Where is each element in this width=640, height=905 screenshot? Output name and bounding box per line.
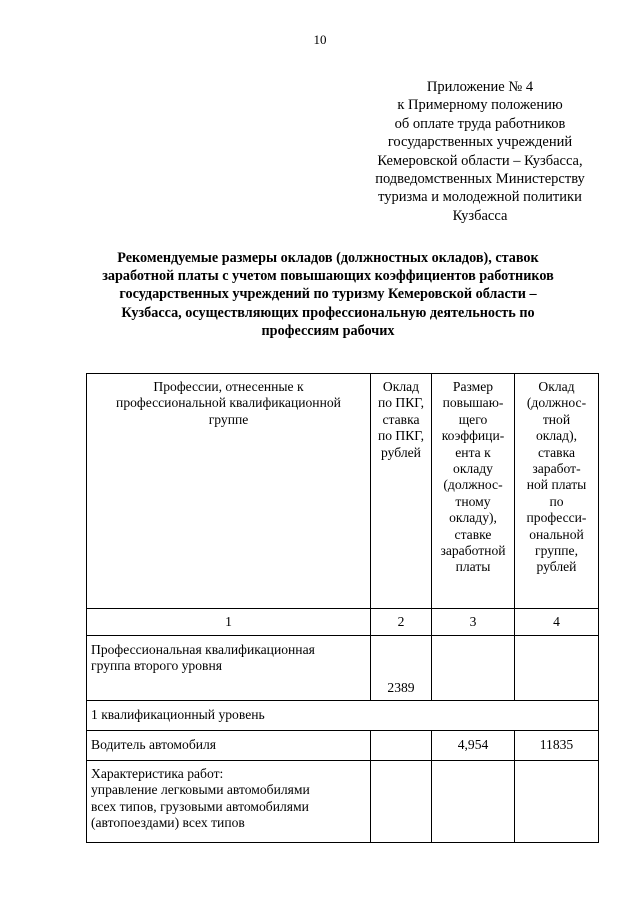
pkg-label-line: Профессиональная квалификационная: [91, 642, 315, 657]
header-text: профессиональной квалификационной: [116, 395, 341, 411]
appendix-line: к Примерному положению: [397, 97, 563, 114]
salary-value: 11835: [515, 731, 599, 761]
appendix-line: об оплате труда работников: [394, 115, 566, 132]
header-text: професси-: [526, 510, 587, 526]
header-final-salary: [515, 374, 599, 609]
appendix-reference: [352, 78, 608, 225]
appendix-line: Приложение № 4: [426, 79, 534, 95]
header-text: коэффици-: [441, 428, 505, 444]
characteristics-line: (автопоездами) всех типов: [91, 815, 245, 831]
empty-cell: [371, 761, 432, 843]
header-text: тной: [542, 411, 571, 427]
pkg-row: [87, 636, 599, 701]
pkg-label-line: группа второго уровня: [91, 658, 222, 674]
header-text: ставка: [537, 444, 576, 460]
column-number: 1: [87, 609, 371, 636]
header-text: Оклад: [538, 379, 575, 394]
empty-cell: [371, 731, 432, 761]
header-text: повышаю-: [442, 395, 504, 411]
driver-row: [87, 731, 599, 761]
column-number: 4: [515, 609, 599, 636]
appendix-line: Кемеровской области – Кузбасса,: [377, 152, 583, 169]
header-text: по ПКГ,: [377, 428, 425, 444]
header-text: ной платы: [526, 477, 587, 493]
column-number-row: [87, 609, 599, 636]
header-text: заработной: [440, 543, 506, 559]
header-text: группе: [208, 411, 249, 427]
header-text: окладу: [453, 461, 493, 477]
header-profession: [87, 374, 371, 609]
header-text: (должнос-: [526, 395, 587, 411]
appendix-line: Кузбасса: [452, 207, 508, 224]
header-text: заработ-: [532, 461, 581, 477]
document-title: [88, 249, 568, 340]
header-text: ональной: [529, 526, 584, 542]
title-line: государственных учреждений по туризму Кемеровской области –: [119, 286, 537, 303]
header-text: ставке: [454, 526, 492, 542]
header-text: ставка: [382, 411, 420, 427]
header-text: по: [549, 493, 564, 509]
pkg-label: [87, 636, 371, 701]
page-number: 10: [313, 32, 327, 47]
header-text: (должнос-: [443, 477, 503, 493]
characteristics-line: всех типов, грузовыми автомобилями: [91, 798, 309, 814]
header-text: тному: [455, 493, 491, 509]
appendix-line: государственных учреждений: [387, 134, 573, 151]
header-text: оклад),: [535, 428, 578, 444]
characteristics-row: [87, 761, 599, 843]
header-text: окладу),: [449, 510, 497, 526]
header-text: рублей: [536, 559, 577, 575]
column-number: 2: [371, 609, 432, 636]
characteristics-line: управление легковыми автомобилями: [91, 782, 310, 798]
empty-cell: [432, 761, 515, 843]
title-line: Кузбасса, осуществляющих профессиональную деятельность по: [121, 304, 535, 321]
header-text: Размер: [452, 379, 494, 394]
empty-cell: [515, 636, 599, 701]
header-text: Оклад: [382, 379, 420, 394]
header-text: щего: [458, 411, 488, 427]
empty-cell: [515, 761, 599, 843]
appendix-line: туризма и молодежной политики: [378, 189, 582, 206]
profession-name: Водитель автомобиля: [87, 731, 371, 761]
qualification-level: 1 квалификационный уровень: [87, 701, 599, 731]
header-coefficient: [432, 374, 515, 609]
header-text: платы: [455, 559, 491, 575]
empty-cell: [432, 636, 515, 701]
salary-table: [86, 373, 599, 843]
title-line: заработной платы с учетом повышающих коэффициентов работников: [102, 268, 554, 285]
characteristics-line: Характеристика работ:: [91, 766, 224, 781]
title-line: профессиям рабочих: [261, 322, 395, 339]
level-row: [87, 701, 599, 731]
header-row: [87, 374, 599, 609]
header-pkg-salary: [371, 374, 432, 609]
header-text: группе,: [535, 543, 578, 559]
pkg-salary: 2389: [371, 636, 432, 701]
header-text: рублей: [381, 444, 421, 460]
column-number: 3: [432, 609, 515, 636]
coefficient-value: 4,954: [432, 731, 515, 761]
appendix-line: подведомственных Министерству: [375, 171, 585, 188]
work-characteristics: [87, 761, 371, 843]
header-text: Профессии, отнесенные к: [153, 379, 304, 394]
header-text: по ПКГ,: [377, 395, 425, 411]
header-text: ента к: [455, 444, 491, 460]
title-line: Рекомендуемые размеры окладов (должностных окладов), ставок: [117, 250, 539, 266]
